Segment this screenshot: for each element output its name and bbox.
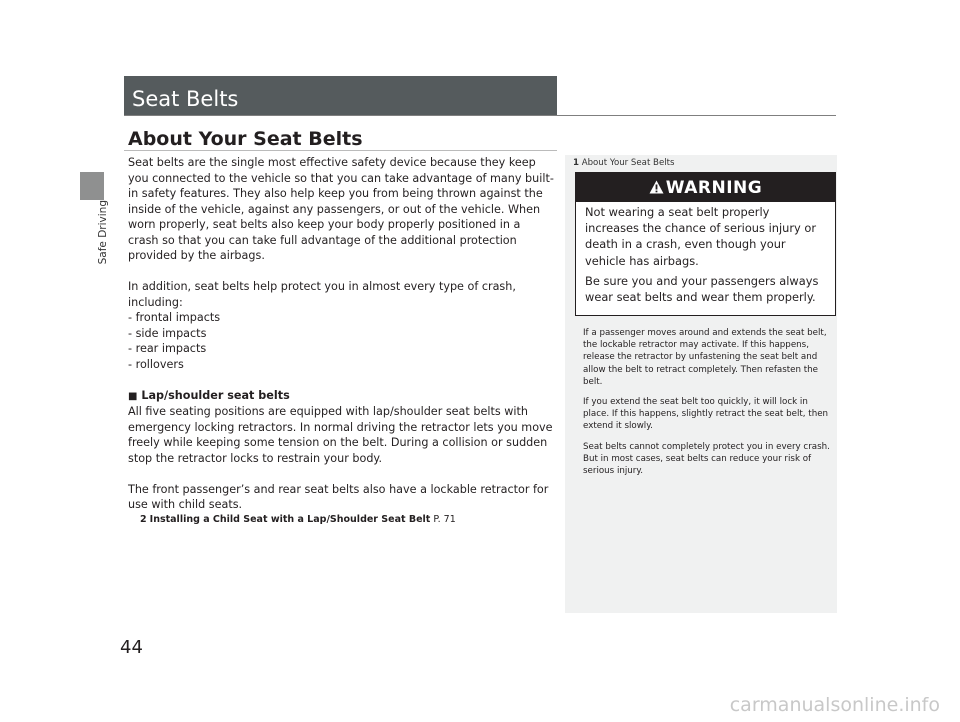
warning-header (576, 173, 835, 202)
warning-label: WARNING (665, 178, 763, 198)
list-item: - frontal impacts (128, 311, 221, 324)
page-number: 44 (120, 637, 143, 658)
note-title-text: About Your Seat Belts (581, 158, 675, 168)
body-paragraph-1: Seat belts are the single most effective safety device because they keep you connected to the vehicle so that you can take advantage of many built-in safety features. They also help keep you from being thrown against the inside of the vehicle, against any passengers, or out of the vehicle. When worn properly, seat belts also keep your body properly positioned in a crash so that you can take full advantage of the additional protection provided by the airbags. (128, 156, 554, 262)
watermark: carmanualsonline.info (729, 694, 940, 716)
note-paragraph: If you extend the seat belt too quickly, it will lock in place. If this happens, slightly retract the seat belt, then extend it slowly. (583, 397, 829, 432)
note-title (573, 158, 674, 168)
note-paragraph: Seat belts cannot completely protect you in every crash. But in most cases, seat belts can reduce your risk of serious injury. (583, 441, 830, 477)
side-section-label: Safe Driving (97, 200, 109, 265)
crash-type-list (128, 310, 554, 372)
warning-text-1: Not wearing a seat belt properly increases the chance of serious injury or death in a crash, even though your vehicle has airbags. (585, 205, 817, 268)
section-divider (124, 150, 557, 151)
reference-title: Installing a Child Seat with a Lap/Shoulder Seat Belt (149, 513, 431, 525)
section-title: About Your Seat Belts (128, 128, 363, 150)
list-item: - rear impacts (128, 342, 207, 355)
list-item: - side impacts (128, 326, 207, 340)
list-item: - rollovers (128, 357, 184, 371)
subheading-text: Lap/shoulder seat belts (141, 388, 290, 402)
body-paragraph-3: All five seating positions are equipped with lap/shoulder seat belts with emergency locking retractors. In normal driving the retractor lets you move freely while keeping some tension on the belt. During a collision or sudden stop the retractor locks to restrain your body. (128, 405, 553, 465)
warning-text-2: Be sure you and your passengers always wear seat belts and wear them properly. (585, 273, 819, 305)
square-bullet-icon: ■ (128, 390, 138, 402)
header-divider (124, 115, 836, 116)
note-arrow-icon: 1 (573, 158, 579, 168)
reference-page: P. 71 (433, 513, 456, 525)
warning-box (575, 172, 836, 316)
body-paragraph-4: The front passenger’s and rear seat belts also have a lockable retractor for use with child seats. (128, 482, 549, 511)
body-paragraph-2: In addition, seat belts help protect you in almost every type of crash, including: (128, 280, 516, 309)
main-body (128, 155, 554, 527)
reference-arrow-icon: 2 (140, 513, 147, 525)
note-paragraph: If a passenger moves around and extends the seat belt, the lockable retractor may activate. If this happens, release the retractor by unfastening the seat belt and allow the belt to retract completely. Then refasten the belt. (583, 328, 827, 387)
note-text (583, 327, 831, 485)
warning-triangle-icon (649, 180, 664, 194)
section-tab (80, 172, 104, 200)
subheading (128, 388, 554, 405)
warning-body (576, 202, 835, 305)
chapter-header: Seat Belts (124, 76, 557, 116)
cross-reference-link[interactable] (140, 513, 554, 527)
